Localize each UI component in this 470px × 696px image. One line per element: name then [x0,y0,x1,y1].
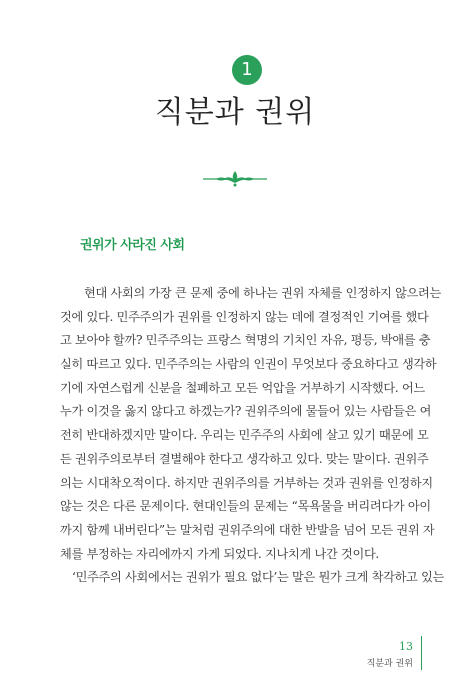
paragraph-line: 않는 것은 다른 문제이다. 현대인들의 문제는 “목욕물을 버리려다가 아이 [60,499,431,514]
paragraph-line: 체를 부정하는 자리에까지 가게 되었다. 지나치게 나간 것이다. [60,546,379,561]
page-number: 13 [399,640,413,653]
paragraph-line: 누가 이것을 옳지 않다고 하겠는가? 권위주의에 물들어 있는 사람들은 여 [60,404,432,419]
chapter-title: 직분과 권위 [154,95,316,130]
paragraph-line: ‘민주주의 사회에서는 권위가 필요 없다’는 말은 뭔가 크게 착각하고 있는 [72,570,445,585]
paragraph-line: 의는 시대착오적이다. 하지만 권위주의를 거부하는 것과 권위를 인정하지 [60,475,433,490]
paragraph-line: 실히 따르고 있다. 민주주의는 사람의 인권이 무엇보다 중요하다고 생각하 [60,357,437,372]
decorative-ornament [203,168,267,190]
paragraph-line: 기에 자연스럽게 신분을 철폐하고 모든 억압을 거부하기 시작했다. 어느 [60,380,425,395]
paragraph-line: 전히 반대하겠지만 말이다. 우리는 민주주의 사회에 살고 있기 때문에 모 [60,428,429,443]
paragraph-line: 현대 사회의 가장 큰 문제 중에 하나는 권위 자체를 인정하지 않으려는 [84,286,441,300]
section-heading: 권위가 사라진 사회 [80,238,185,253]
paragraph-line: 고 보아야 할까? 민주주의는 프랑스 혁명의 기치인 자유, 평등, 박애를 충 [60,333,431,348]
chapter-number-badge: 1 [232,55,262,85]
running-head: 직분과 권위 [366,659,413,669]
paragraph-line: 든 권위주의로부터 결별해야 한다고 생각하고 있다. 맞는 말이다. 권위주 [60,451,429,466]
paragraph-line: 것에 있다. 민주주의가 권위를 인정하지 않는 데에 결정적인 기여를 했다 [60,309,429,324]
footer-divider [421,636,422,670]
paragraph-line: 까지 함께 내버린다”는 말처럼 권위주의에 대한 반발을 넘어 모든 권위 자 [60,522,435,537]
body-text [60,282,445,590]
